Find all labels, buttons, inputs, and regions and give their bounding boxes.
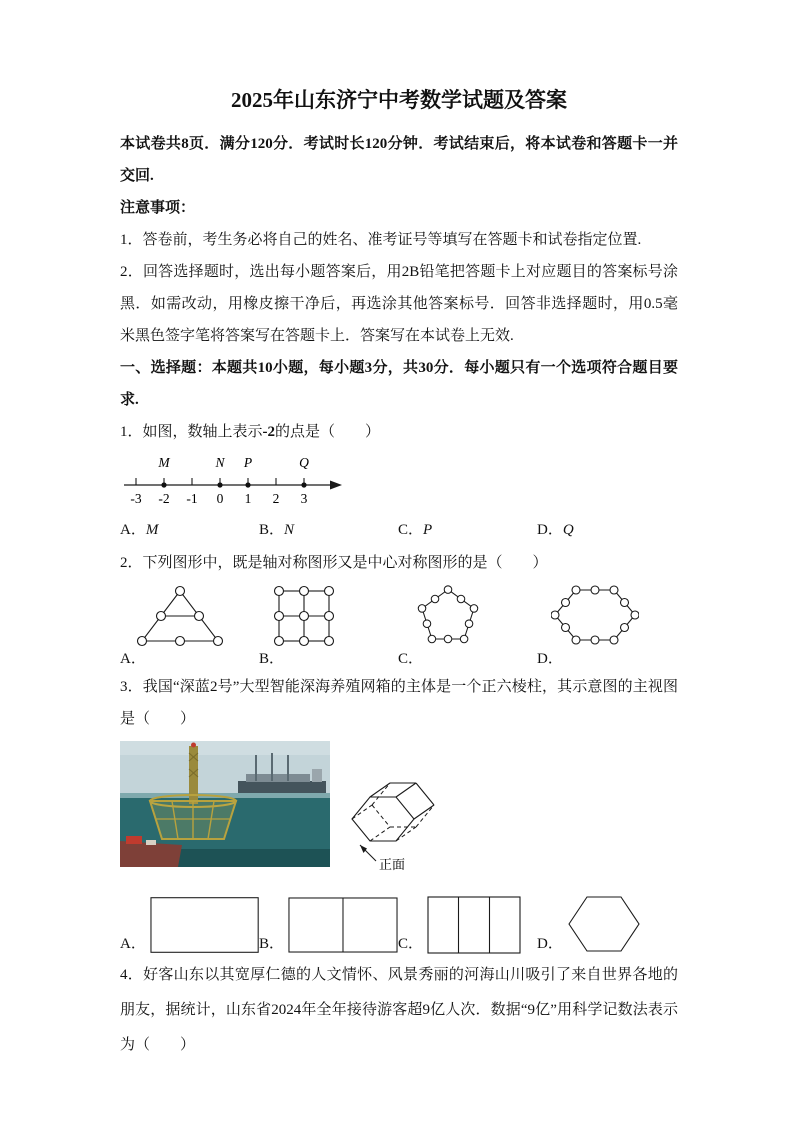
tick-label: -2 [158, 491, 170, 506]
front-view-label: 正面 [379, 857, 406, 872]
q2-option-b [259, 583, 398, 671]
triangle-with-circles-icon [134, 585, 226, 647]
point-P-dot [245, 482, 250, 487]
q2-option-c-label: C． [398, 651, 424, 667]
q2-option-d-label: D． [537, 651, 563, 667]
tick-label: 2 [272, 491, 280, 506]
q2-option-a-label: A． [120, 651, 146, 667]
q1-option-d [537, 515, 676, 545]
intro-paragraph: 本试卷共8页．满分120分．考试时长120分钟．考试结束后，将本试卷和答题卡一并交回. [120, 136, 678, 184]
q3-figure-block [120, 741, 678, 880]
q2-options-row [120, 583, 678, 671]
pentagon-with-circles-icon [412, 583, 484, 647]
note-item-2: 2．回答选择题时，选出每小题答案后，用2B铅笔把答题卡上对应题目的答案标号涂黑．如需改动，用橡皮擦干净后，再选涂其他答案标号．回答非选择题时，用0.5毫米黑色签字笔将答案写在答题卡上．答案写在本试卷上无效. [120, 264, 678, 344]
tick-label: 0 [216, 491, 224, 506]
q1-option-a [120, 515, 259, 545]
option-value: Q [562, 522, 574, 538]
q3-option-b [259, 896, 398, 954]
hexagon-figure [537, 583, 676, 647]
q3-option-c-label: C． [398, 936, 424, 952]
option-value: M [145, 522, 159, 538]
question-4-text: 4．好客山东以其宽厚仁德的人文情怀、风景秀丽的河海山川吸引了来自世界各地的朋友，据统计，山东省2024年全年接待游客超9亿人次．数据“9亿”用科学记数法表示为（ ） [120, 967, 678, 1053]
q1-text-post: 的点是（ ） [275, 424, 381, 440]
option-key: A． [120, 522, 146, 538]
q1-text-pre: 1．如图，数轴上表示 [120, 424, 263, 440]
q3-option-d-label: D． [537, 936, 563, 952]
point-Q-label: Q [299, 455, 309, 470]
point-P-label: P [243, 455, 253, 470]
notes-heading: 注意事项： [120, 200, 196, 216]
q2-option-d [537, 583, 676, 671]
photo-fish-farm [120, 741, 330, 867]
square-grid-figure [259, 583, 398, 647]
question-3-text: 3．我国“深蓝2号”大型智能深海养殖网箱的主体是一个正六棱柱，其示意图的主视图是（ ） [120, 679, 678, 727]
point-N-dot [217, 482, 222, 487]
question-1-text [120, 416, 678, 448]
tick-label: -3 [130, 491, 142, 506]
number-line-drawing [120, 452, 345, 510]
rectangle-split-2-icon [288, 896, 398, 954]
option-key: C． [398, 522, 424, 538]
point-M-dot [161, 482, 166, 487]
q2-option-b-label: B． [259, 651, 285, 667]
square-grid-with-circles-icon [273, 585, 335, 647]
pentagon-figure [398, 583, 537, 647]
hexagon-with-circles-icon [551, 583, 639, 647]
rectangle-icon [150, 896, 259, 954]
note-item-1: 1．答卷前，考生务必将自己的姓名、准考证号等填写在答题卡和试卷指定位置. [120, 232, 642, 248]
q1-option-c [398, 515, 537, 545]
axis-arrow-icon [330, 481, 342, 490]
rectangle-split-3-icon [427, 896, 521, 954]
tick-label: -1 [186, 491, 198, 506]
point-M-label: M [158, 455, 170, 470]
q3-option-b-label: B． [259, 936, 285, 952]
q2-option-a [120, 583, 259, 671]
question-2-text: 2．下列图形中，既是轴对称图形又是中心对称图形的是（ ） [120, 555, 548, 571]
section-1-heading: 一、选择题：本题共10小题，每小题3分，共30分．每小题只有一个选项符合题目要求. [120, 360, 678, 408]
page-title: 2025年山东济宁中考数学试题及答案 [231, 88, 567, 112]
prism-sketch-block [346, 771, 442, 880]
option-key: D． [537, 522, 563, 538]
option-value: N [284, 522, 295, 538]
tick-label: 3 [300, 491, 308, 506]
option-value: P [423, 522, 433, 538]
triangle-figure [120, 583, 259, 647]
q2-option-c [398, 583, 537, 671]
point-N-label: N [215, 455, 225, 470]
q3-options-row [120, 894, 678, 954]
q1-options-row [120, 515, 678, 545]
front-arrow-icon [360, 845, 367, 853]
hexagon-icon [567, 894, 641, 954]
q3-option-c [398, 896, 537, 954]
tick-label: 1 [244, 491, 252, 506]
q1-text-bold-value: -2 [262, 424, 276, 440]
hexagonal-prism-sketch [346, 771, 442, 875]
option-key: B． [259, 522, 285, 538]
q3-option-a [120, 896, 259, 954]
point-Q-dot [301, 482, 306, 487]
q3-option-a-label: A． [120, 936, 146, 952]
q3-option-d [537, 894, 641, 954]
q1-option-b [259, 515, 398, 545]
number-line-figure [120, 452, 678, 515]
